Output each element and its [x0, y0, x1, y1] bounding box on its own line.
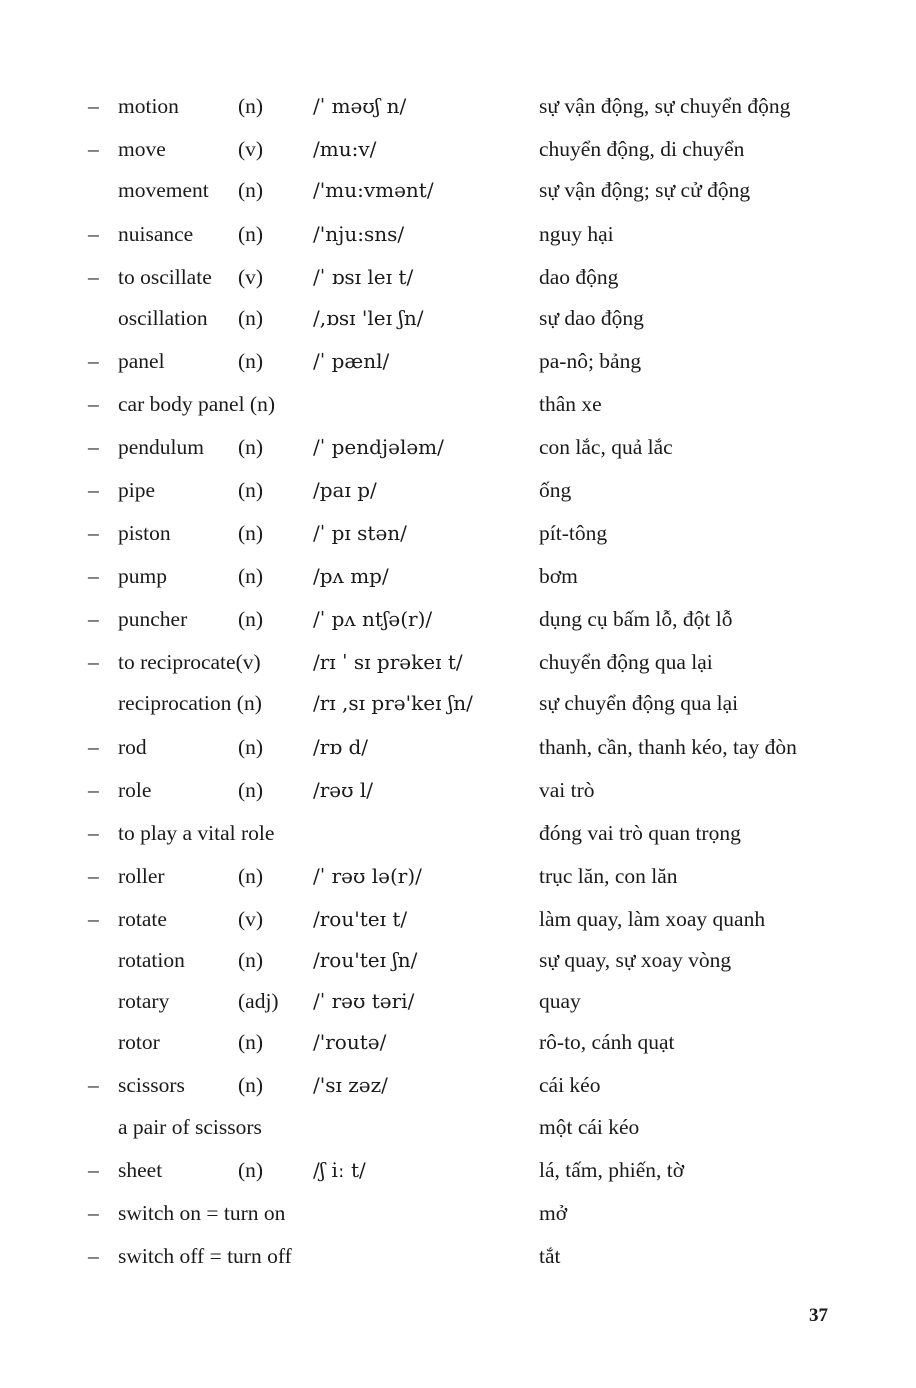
- pronunciation: /rɒ d/: [313, 735, 368, 759]
- vietnamese-meaning: dao động: [539, 265, 619, 289]
- bullet-dash: –: [88, 650, 99, 674]
- vietnamese-meaning: dụng cụ bấm lỗ, đột lỗ: [539, 607, 733, 631]
- vocab-entry: [0, 475, 916, 505]
- part-of-speech: (n): [238, 948, 264, 972]
- vocab-entry: [0, 262, 916, 292]
- vocab-entry: [0, 1027, 916, 1057]
- vocab-entry: [0, 945, 916, 975]
- vocab-entry: [0, 688, 916, 718]
- bullet-dash: –: [88, 1244, 99, 1268]
- bullet-dash: –: [88, 435, 99, 459]
- bullet-dash: –: [88, 607, 99, 631]
- vietnamese-meaning: lá, tấm, phiến, tờ: [539, 1158, 685, 1182]
- bullet-dash: –: [88, 1158, 99, 1182]
- pronunciation: /mu:v/: [313, 137, 377, 161]
- vocab-term: pump: [118, 564, 167, 588]
- vocab-entry: [0, 818, 916, 848]
- bullet-dash: –: [88, 94, 99, 118]
- pronunciation: /rɪ ,sɪ prə'keɪ ʃn/: [313, 691, 473, 715]
- part-of-speech: (v): [238, 137, 264, 161]
- part-of-speech: (n): [238, 735, 264, 759]
- vocab-entry: [0, 1241, 916, 1271]
- vietnamese-meaning: đóng vai trò quan trọng: [539, 821, 741, 845]
- part-of-speech: (n): [238, 478, 264, 502]
- vocab-term: pendulum: [118, 435, 204, 459]
- vietnamese-meaning: rô-to, cánh quạt: [539, 1030, 675, 1054]
- vietnamese-meaning: tắt: [539, 1244, 561, 1268]
- vocab-entry: [0, 346, 916, 376]
- vocab-entry: [0, 904, 916, 934]
- part-of-speech: (n): [238, 435, 264, 459]
- bullet-dash: –: [88, 222, 99, 246]
- bullet-dash: –: [88, 478, 99, 502]
- vocab-entry: [0, 91, 916, 121]
- vietnamese-meaning: sự vận động; sự cử động: [539, 178, 751, 202]
- vietnamese-meaning: sự chuyển động qua lại: [539, 691, 739, 715]
- vietnamese-meaning: một cái kéo: [539, 1115, 640, 1139]
- vocab-entry: [0, 518, 916, 548]
- vocab-entry: [0, 219, 916, 249]
- vocab-term: move: [118, 137, 166, 161]
- part-of-speech: (n): [238, 222, 264, 246]
- part-of-speech: (v): [238, 907, 264, 931]
- vocab-term: rod: [118, 735, 147, 759]
- vietnamese-meaning: mở: [539, 1201, 568, 1225]
- pronunciation: /rəʊ l/: [313, 778, 374, 802]
- bullet-dash: –: [88, 778, 99, 802]
- vocab-term: pipe: [118, 478, 156, 502]
- vocab-entry: [0, 775, 916, 805]
- vietnamese-meaning: sự quay, sự xoay vòng: [539, 948, 732, 972]
- part-of-speech: (n): [238, 1158, 264, 1182]
- vocab-entry: [0, 604, 916, 634]
- vocab-term: a pair of scissors: [118, 1115, 262, 1139]
- pronunciation: /pʌ mp/: [313, 564, 389, 588]
- vietnamese-meaning: chuyển động qua lại: [539, 650, 713, 674]
- vocab-entry: [0, 561, 916, 591]
- pronunciation: /ˈ pænl/: [313, 349, 390, 373]
- vocab-entry: [0, 986, 916, 1016]
- vocab-entry: [0, 861, 916, 891]
- vocab-term: motion: [118, 94, 179, 118]
- bullet-dash: –: [88, 821, 99, 845]
- bullet-dash: –: [88, 349, 99, 373]
- pronunciation: /ʃ iː t/: [313, 1158, 366, 1182]
- part-of-speech: (n): [238, 178, 264, 202]
- vietnamese-meaning: thanh, cần, thanh kéo, tay đòn: [539, 735, 797, 759]
- bullet-dash: –: [88, 1201, 99, 1225]
- vietnamese-meaning: cái kéo: [539, 1073, 601, 1097]
- vocab-term: roller: [118, 864, 165, 888]
- bullet-dash: –: [88, 907, 99, 931]
- pronunciation: /rou'teɪ t/: [313, 907, 408, 931]
- part-of-speech: (n): [238, 1030, 264, 1054]
- vocab-term: puncher: [118, 607, 188, 631]
- bullet-dash: –: [88, 735, 99, 759]
- bullet-dash: –: [88, 265, 99, 289]
- part-of-speech: (n): [238, 349, 264, 373]
- page-number: 37: [809, 1305, 828, 1326]
- vocab-entry: [0, 1155, 916, 1185]
- pronunciation: /ˈ pʌ ntʃə(r)/: [313, 607, 433, 631]
- vocab-term: scissors: [118, 1073, 185, 1097]
- vocab-entry: [0, 303, 916, 333]
- bullet-dash: –: [88, 1073, 99, 1097]
- vocab-term: to play a vital role: [118, 821, 275, 845]
- part-of-speech: (n): [238, 864, 264, 888]
- pronunciation: /paɪ p/: [313, 478, 377, 502]
- bullet-dash: –: [88, 137, 99, 161]
- vocab-entry: [0, 175, 916, 205]
- vocab-term: rotate: [118, 907, 167, 931]
- pronunciation: /ˈ rəʊ lə(r)/: [313, 864, 422, 888]
- part-of-speech: (n): [238, 306, 264, 330]
- pronunciation: /'mu:vmənt/: [313, 178, 434, 202]
- pronunciation: /ˈ ɒsɪ leɪ t/: [313, 265, 414, 289]
- vietnamese-meaning: quay: [539, 989, 581, 1013]
- vocab-term: rotor: [118, 1030, 160, 1054]
- vocab-term: reciprocation (n): [118, 691, 262, 715]
- pronunciation: /'sɪ zəz/: [313, 1073, 388, 1097]
- vocab-term: to oscillate: [118, 265, 212, 289]
- vietnamese-meaning: pít-tông: [539, 521, 608, 545]
- pronunciation: /'routə/: [313, 1030, 387, 1054]
- part-of-speech: (n): [238, 1073, 264, 1097]
- vocab-term: sheet: [118, 1158, 163, 1182]
- vocab-term: rotation: [118, 948, 185, 972]
- vietnamese-meaning: thân xe: [539, 392, 602, 416]
- part-of-speech: (n): [238, 521, 264, 545]
- vietnamese-meaning: bơm: [539, 564, 578, 588]
- pronunciation: /ˈ pendjələm/: [313, 435, 444, 459]
- bullet-dash: –: [88, 392, 99, 416]
- vocab-term: movement: [118, 178, 209, 202]
- vocab-entry: [0, 1198, 916, 1228]
- pronunciation: /'nju:sns/: [313, 222, 405, 246]
- part-of-speech: (n): [238, 778, 264, 802]
- vocab-term: panel: [118, 349, 165, 373]
- pronunciation: /ˈ məʊʃ n/: [313, 94, 407, 118]
- vietnamese-meaning: chuyển động, di chuyển: [539, 137, 745, 161]
- vocab-entry: [0, 732, 916, 762]
- bullet-dash: –: [88, 564, 99, 588]
- vietnamese-meaning: làm quay, làm xoay quanh: [539, 907, 766, 931]
- vietnamese-meaning: sự dao động: [539, 306, 644, 330]
- part-of-speech: (v): [238, 265, 264, 289]
- part-of-speech: (n): [238, 607, 264, 631]
- vietnamese-meaning: trục lăn, con lăn: [539, 864, 678, 888]
- vocab-term: nuisance: [118, 222, 194, 246]
- vocab-entry: [0, 134, 916, 164]
- vocab-term: switch off = turn off: [118, 1244, 292, 1268]
- vocab-term: rotary: [118, 989, 170, 1013]
- part-of-speech: (n): [238, 564, 264, 588]
- vietnamese-meaning: nguy hại: [539, 222, 614, 246]
- bullet-dash: –: [88, 864, 99, 888]
- pronunciation: /rɪ ˈ sɪ prəkeɪ t/: [313, 650, 463, 674]
- part-of-speech: (adj): [238, 989, 279, 1013]
- vocab-entry: [0, 1070, 916, 1100]
- vocab-term: piston: [118, 521, 171, 545]
- vietnamese-meaning: pa-nô; bảng: [539, 349, 642, 373]
- vocab-term: car body panel (n): [118, 392, 275, 416]
- pronunciation: /ˈ pɪ stən/: [313, 521, 407, 545]
- vietnamese-meaning: ống: [539, 478, 572, 502]
- pronunciation: /rou'teɪ ʃn/: [313, 948, 418, 972]
- vocab-term: switch on = turn on: [118, 1201, 286, 1225]
- vocab-entry: [0, 432, 916, 462]
- vietnamese-meaning: sự vận động, sự chuyển động: [539, 94, 791, 118]
- part-of-speech: (n): [238, 94, 264, 118]
- pronunciation: /,ɒsɪ 'leɪ ʃn/: [313, 306, 424, 330]
- vietnamese-meaning: con lắc, quả lắc: [539, 435, 673, 459]
- vocab-entry: [0, 1112, 916, 1142]
- vocab-term: role: [118, 778, 152, 802]
- bullet-dash: –: [88, 521, 99, 545]
- vocab-entry: [0, 389, 916, 419]
- vocab-entry: [0, 647, 916, 677]
- vocab-term: to reciprocate(v): [118, 650, 261, 674]
- vietnamese-meaning: vai trò: [539, 778, 595, 802]
- vocab-term: oscillation: [118, 306, 208, 330]
- pronunciation: /ˈ rəʊ təri/: [313, 989, 415, 1013]
